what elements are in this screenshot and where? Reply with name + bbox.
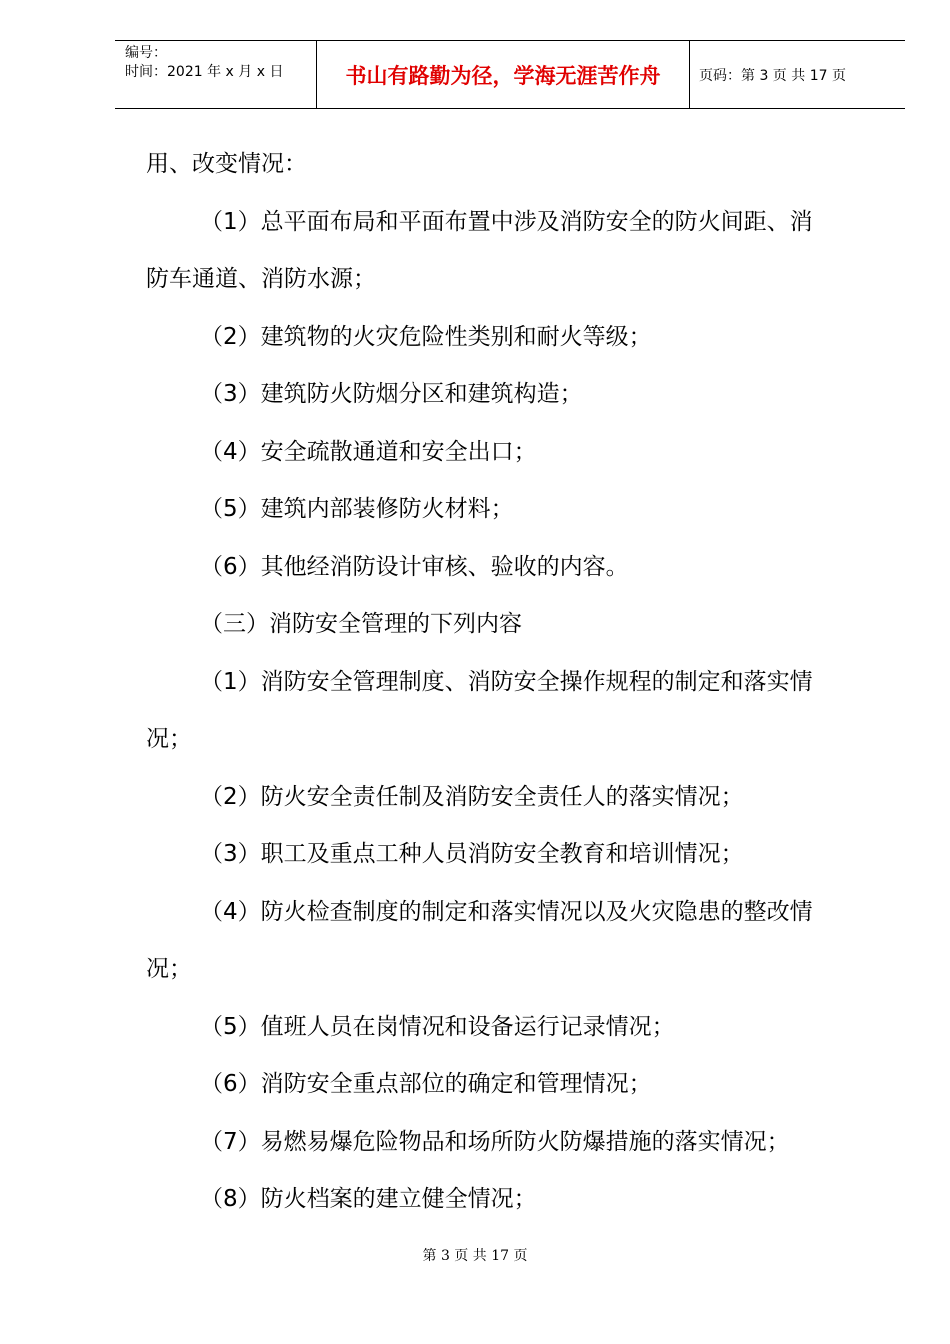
text-line: （5）建筑内部装修防火材料； bbox=[200, 496, 514, 522]
text-line: （1）总平面布局和平面布置中涉及消防安全的防火间距、消 bbox=[200, 208, 813, 235]
text-line: （4）防火检查制度的制定和落实情况以及火灾隐患的整改情 bbox=[200, 898, 813, 925]
header-page-number: 页码：第 3 页 共 17 页 bbox=[699, 67, 846, 84]
text-line: （6）消防安全重点部位的确定和管理情况； bbox=[200, 1071, 652, 1097]
header-motto: 书山有路勤为径，学海无涯苦作舟 bbox=[317, 41, 690, 108]
text-line: （2）建筑物的火灾危险性类别和耐火等级； bbox=[200, 323, 652, 350]
text-line: 况； bbox=[146, 956, 192, 982]
text-line: （3）职工及重点工种人员消防安全教育和培训情况； bbox=[200, 841, 744, 867]
text-line: 防车通道、消防水源； bbox=[146, 266, 376, 292]
section-heading: （三）消防安全管理的下列内容 bbox=[200, 611, 522, 637]
text-line: （4）安全疏散通道和安全出口； bbox=[200, 438, 537, 465]
page-footer: 第 3 页 共 17 页 bbox=[422, 1248, 528, 1264]
number-label: 编号： bbox=[125, 45, 167, 61]
page-header bbox=[115, 40, 905, 109]
text-line: （5）值班人员在岗情况和设备运行记录情况； bbox=[200, 1013, 675, 1040]
header-meta bbox=[115, 41, 317, 108]
text-line: （3）建筑防火防烟分区和建筑构造； bbox=[200, 381, 583, 407]
text-line: （1）消防安全管理制度、消防安全操作规程的制定和落实情 bbox=[200, 668, 813, 695]
time-label: 时间：2021 年 x 月 x 日 bbox=[125, 64, 284, 80]
text-line: （7）易燃易爆危险物品和场所防火防爆措施的落实情况； bbox=[200, 1128, 790, 1155]
text-line: 用、改变情况： bbox=[146, 151, 307, 177]
document-body bbox=[146, 136, 876, 1229]
text-line: （6）其他经消防设计审核、验收的内容。 bbox=[200, 553, 629, 580]
text-line: （2）防火安全责任制及消防安全责任人的落实情况； bbox=[200, 783, 744, 810]
text-line: 况； bbox=[146, 726, 192, 752]
text-line: （8）防火档案的建立健全情况； bbox=[200, 1186, 537, 1212]
